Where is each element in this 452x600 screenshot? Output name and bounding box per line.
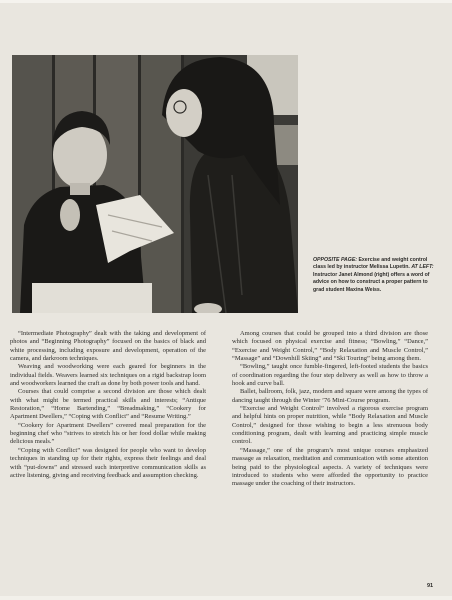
- paragraph-cookery: “Cookery for Apartment Dwellers” covered meal preparation for the beginning chef who “strives to stretch his or her food dollar while making delicious meals.”: [10, 421, 206, 446]
- photo-caption: [313, 257, 438, 294]
- paragraph-massage: “Massage,” one of the program’s most unique courses emphasized massage as relaxation, meditation and communication with some attention being paid to the physiological aspects. A variety of techniques were introduced to students who were afforded the opportunity to practice massage under the coaching of their instructors.: [232, 446, 428, 488]
- page-bottom-edge: [0, 596, 452, 600]
- photograph-instructor-and-student: [12, 55, 298, 313]
- paragraph-physical-exercise: Among courses that could be grouped into a third division are those which focused on physical exercise and fitness; “Bowling,” “Dance,” “Exercise and Weight Control,” “Body Relaxation and Muscle Control,” “Massage” and “Downhill Skiing” and “Ski Touring” being among them.: [232, 330, 428, 363]
- caption-label-at-left: AT LEFT:: [411, 264, 434, 271]
- paragraph-exercise-weight-control: “Exercise and Weight Control” involved a rigorous exercise program and helpful hints on proper nutrition, while “Body Relaxation and Muscle Control,” designed for those wishing to begin a less strenuous body conditioning program, dealt with learning and practicing simple muscle control.: [232, 405, 428, 446]
- paragraph-coping-with-conflict: “Coping with Conflict” was designed for people who want to develop techniques in standing up for their rights, express their feelings and deal with “put-downs” and stressed such interpretive communication skills as active listening, giving and receiving feedback and assumption checking.: [10, 446, 206, 479]
- paragraph-bowling: “Bowling,” taught once fumble-fingered, left-footed students the basics of coordination regarding the four step delivery as well as how to throw a hook and curve ball.: [232, 363, 428, 388]
- caption-label-opposite-page: OPPOSITE PAGE:: [313, 257, 358, 263]
- caption-text-at-left: Instructor Janet Almond (right) offers a word of advice on how to construct a proper pattern to grad student Maxina Weiss.: [313, 271, 430, 293]
- paragraph-dance: Ballet, ballroom, folk, jazz, modern and square were among the types of dancing taught through the Winter ’76 Mini-Course program.: [232, 388, 428, 404]
- page-number: 91: [427, 583, 434, 589]
- paragraph-photography: “Intermediate Photography” dealt with the taking and development of photos and “Beginning Photography” focused on the basics of black and white processing, including exposure and development, operation of the camera, and darkroom techniques.: [10, 330, 206, 363]
- caption-text-opposite-page: Exercise and weight control class led by instructor Melissa Lupetin.: [313, 257, 428, 271]
- right-text-column: [232, 330, 428, 489]
- left-text-column: [10, 330, 206, 480]
- paragraph-practical-skills: Courses that could comprise a second division are those which dealt with what might be termed practical skills and interests; “Antique Restoration,” “Home Bartending,” “Breadmaking,” “Cookery for Apartment Dwellers,” “Coping with Conflict” and “Resume Writing.”: [10, 388, 206, 421]
- photo-illustration: [12, 55, 298, 313]
- paragraph-weaving-woodworking: Weaving and woodworking were each geared for beginners in the individual fields. Weavers learned six techniques on a rigid backstrap loom and woodworkers learned the craft as done by both power tools and hand.: [10, 363, 206, 388]
- page-top-edge: [0, 0, 452, 3]
